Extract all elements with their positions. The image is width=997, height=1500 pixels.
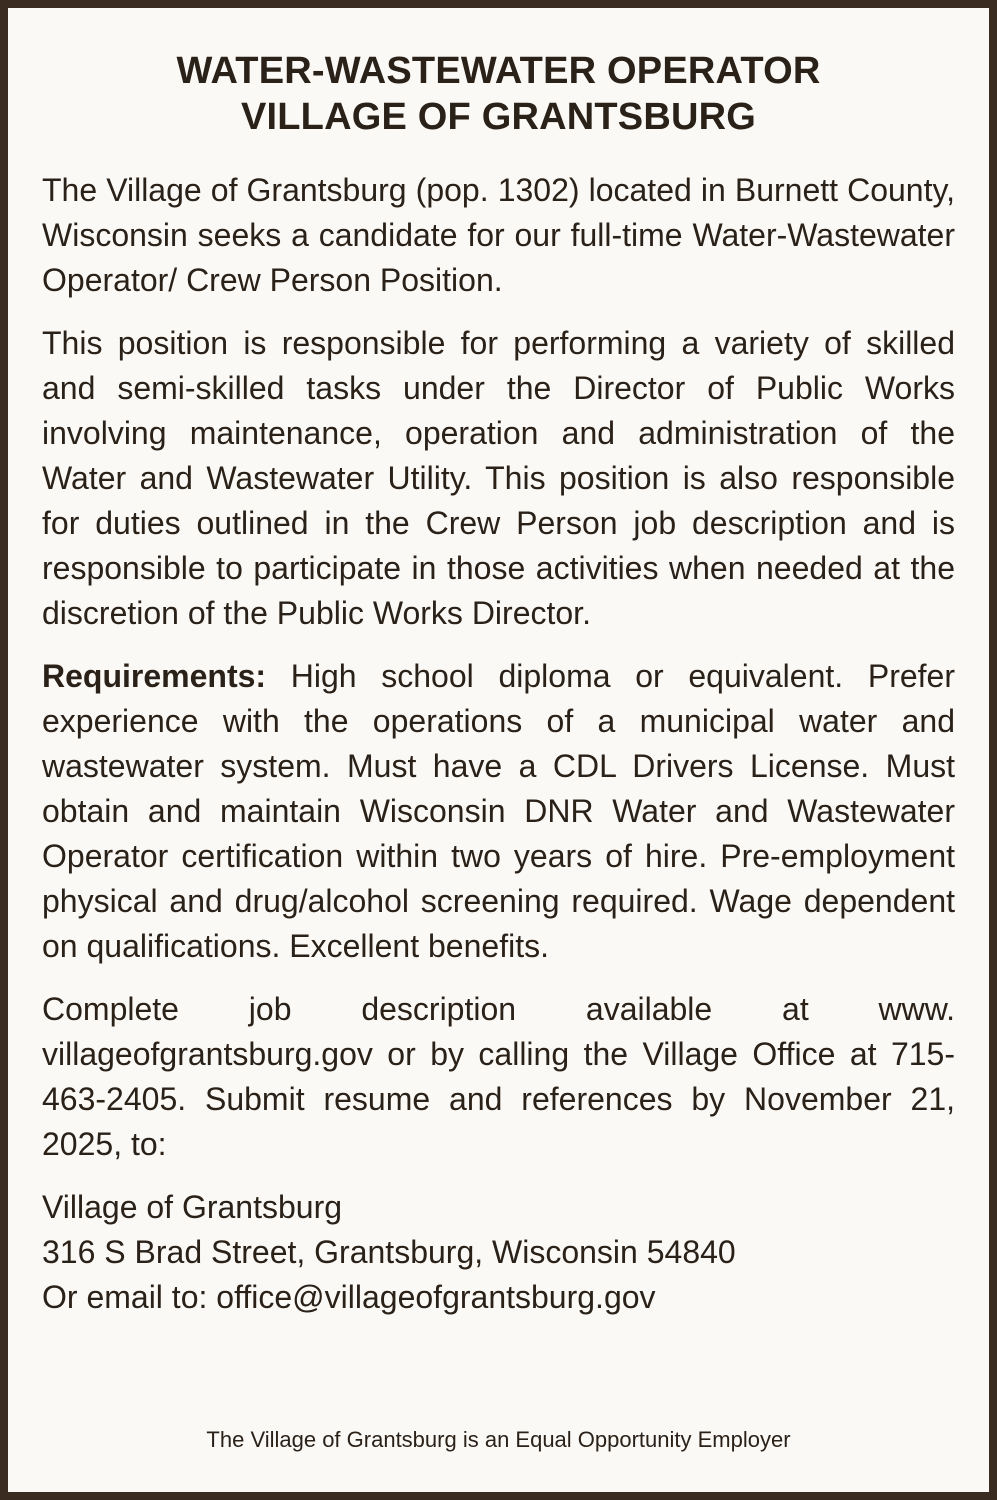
apply-paragraph: Complete job description available at www. villageofgrantsburg.gov or by calling the Village Office at 715-463-2405. Submit resume and references by November 21, 2025, to: (42, 991, 955, 1162)
eoe-footer: The Village of Grantsburg is an Equal Opportunity Employer (206, 1427, 791, 1452)
title-line-2: VILLAGE OF GRANTSBURG (240, 96, 757, 138)
requirements-text: High school diploma or equivalent. Prefer experience with the operations of a municipal water and wastewater system. Must have a CDL Drivers License. Must obtain and maintain Wisconsin DNR Water and Wastewater Operator certification within two years of hire. Pre-employment physical and drug/alcohol screening required. Wage dependent on qualifications. Excellent benefits. (42, 658, 955, 964)
address-block (42, 1185, 955, 1320)
requirements-paragraph (42, 654, 955, 969)
ad-body (42, 168, 955, 1334)
address-street: 316 S Brad Street, Grantsburg, Wisconsin 54840 (42, 1234, 736, 1270)
title-line-1: WATER-WASTEWATER OPERATOR (176, 50, 821, 92)
requirements-label: Requirements: (42, 658, 267, 694)
address-name: Village of Grantsburg (42, 1189, 343, 1225)
description-paragraph: This position is responsible for performing a variety of skilled and semi-skilled tasks under the Director of Public Works involving maintenance, operation and administration of the Water and Wastewater Utility. This position is also responsible for duties outlined in the Crew Person job description and is responsible to participate in those activities when needed at the discretion of the Public Works Director. (42, 325, 955, 631)
ad-title (8, 48, 989, 140)
address-email: Or email to: office@villageofgrantsburg.gov (42, 1279, 656, 1315)
intro-paragraph: The Village of Grantsburg (pop. 1302) located in Burnett County, Wisconsin seeks a candidate for our full-time Water-Wastewater Operator/ Crew Person Position. (42, 172, 955, 298)
